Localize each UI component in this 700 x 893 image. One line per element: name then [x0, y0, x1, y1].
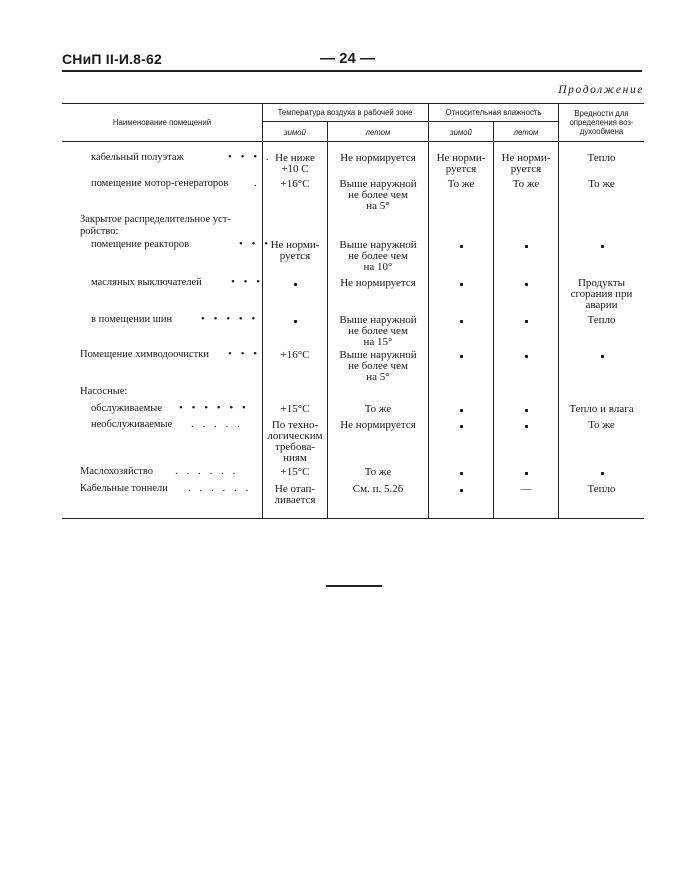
ditto-mark	[294, 320, 297, 323]
cell-tw: +15°С	[280, 466, 310, 478]
leader-dots: .	[254, 177, 260, 189]
cell-tw: ниям	[283, 452, 307, 464]
cell-ts: То же	[364, 403, 392, 415]
ditto-mark	[460, 245, 463, 248]
ditto-mark	[460, 355, 463, 358]
ditto-mark	[460, 425, 463, 428]
row-name: обслуживаемые	[91, 403, 162, 414]
leader-dots: • • •	[239, 238, 272, 250]
cell-h: То же	[588, 419, 615, 431]
cell-ts: на 5°	[366, 200, 390, 212]
column-header-name: Наименование помещений	[112, 118, 212, 127]
cell-tw: +10 С	[281, 163, 309, 175]
ditto-mark	[294, 283, 297, 286]
ditto-mark	[525, 283, 528, 286]
cell-hs: То же	[512, 178, 540, 190]
cell-ts: не более чем	[348, 325, 408, 337]
table-divider	[62, 141, 644, 142]
document-code: СНиП II-И.8-62	[62, 51, 162, 67]
cell-hw: То же	[447, 178, 475, 190]
row-name: кабельный полуэтаж	[91, 152, 184, 163]
ditto-mark	[525, 425, 528, 428]
header-rule	[62, 70, 642, 72]
table-divider	[262, 121, 558, 122]
cell-tw: По техно-	[271, 419, 319, 431]
row-name: ройство:	[80, 226, 119, 237]
cell-tw: требова-	[274, 441, 315, 453]
column-header-harm: Вредности для определения воз- духообмена	[569, 109, 634, 136]
cell-ts: на 10°	[363, 261, 393, 273]
column-header-hum-summer: летом	[513, 128, 539, 137]
row-name: помещение реакторов	[91, 239, 190, 250]
row-name: в помещении шин	[91, 314, 173, 325]
row-name: Маслохозяйство	[80, 466, 153, 477]
cell-ts: Выше наружной	[339, 178, 417, 190]
row-name: помещение мотор-генераторов	[91, 178, 229, 189]
cell-ts: не более чем	[348, 189, 408, 201]
leader-dots: . . . . . .	[175, 465, 239, 477]
cell-tw: +16°С	[280, 349, 310, 361]
cell-ts: на 15°	[363, 336, 393, 348]
cell-ts: Не нормируется	[340, 277, 416, 289]
cell-ts: не более чем	[348, 360, 408, 372]
ditto-mark	[460, 283, 463, 286]
cell-tw: ливается	[274, 494, 316, 506]
cell-hs: руется	[510, 163, 542, 175]
leader-dots: • • • • •	[201, 313, 259, 325]
cell-hw: Не норми-	[436, 152, 486, 164]
cell-ts: Выше наружной	[339, 349, 417, 361]
cell-tw: руется	[279, 250, 311, 262]
cell-h: То же	[588, 178, 615, 190]
row-name: Закрытое распределительное уст-	[80, 214, 231, 225]
leader-dots: • • •	[231, 276, 264, 288]
ditto-mark	[460, 320, 463, 323]
ditto-mark	[525, 355, 528, 358]
cell-tw: +16°С	[280, 178, 310, 190]
cell-tw: Не отап-	[274, 483, 316, 495]
ditto-mark	[601, 355, 604, 358]
cell-hw: руется	[445, 163, 477, 175]
cell-h: Тепло	[587, 314, 616, 326]
cell-ts: См. п. 5.26	[352, 483, 404, 495]
table-divider	[558, 103, 559, 519]
ditto-mark	[460, 409, 463, 412]
leader-dots: • • • • • •	[179, 402, 249, 414]
cell-tw: Не ниже	[275, 152, 315, 164]
cell-ts: Выше наружной	[339, 314, 417, 326]
continuation-label: Продолжение	[558, 84, 644, 96]
cell-hs: Не норми-	[501, 152, 551, 164]
cell-hs: —	[520, 483, 532, 495]
column-header-temp-summer: летом	[365, 128, 391, 137]
column-header-temperature: Температура воздуха в рабочей зоне	[277, 108, 413, 117]
leader-dots: • • • .	[228, 151, 272, 163]
cell-ts: на 5°	[366, 371, 390, 383]
end-rule	[326, 585, 382, 587]
leader-dots: . . . . .	[191, 418, 243, 430]
page-number: — 24 —	[320, 50, 376, 67]
cell-h: Продукты	[577, 277, 626, 289]
ditto-mark	[460, 472, 463, 475]
row-name: Помещение химводоочистки	[80, 349, 209, 360]
cell-tw: +15°С	[280, 403, 310, 415]
cell-h: сгорания при	[570, 288, 633, 300]
cell-h: Тепло	[587, 152, 616, 164]
row-name: масляных выключателей	[91, 277, 202, 288]
row-name: необслуживаемые	[91, 419, 173, 430]
cell-ts: Не нормируется	[340, 152, 416, 164]
cell-h: аварии	[585, 299, 618, 311]
cell-tw: логическим	[267, 430, 323, 442]
ditto-mark	[525, 245, 528, 248]
column-header-humidity: Относительная влажность	[445, 108, 542, 117]
cell-h: Тепло и влага	[569, 403, 634, 415]
leader-dots: • • •	[228, 348, 261, 360]
row-name: Кабельные тоннели	[80, 483, 168, 494]
ditto-mark	[601, 245, 604, 248]
ditto-mark	[601, 472, 604, 475]
cell-ts: Не нормируется	[340, 419, 416, 431]
cell-ts: Выше наружной	[339, 239, 417, 251]
cell-ts: То же	[364, 466, 392, 478]
ditto-mark	[525, 472, 528, 475]
column-header-temp-winter: зимой	[284, 128, 306, 137]
ditto-mark	[460, 489, 463, 492]
ditto-mark	[525, 409, 528, 412]
cell-h: Тепло	[587, 483, 616, 495]
leader-dots: . . . . . .	[188, 482, 252, 494]
cell-ts: не более чем	[348, 250, 408, 262]
ditto-mark	[525, 320, 528, 323]
row-name: Насосные:	[80, 386, 128, 397]
column-header-hum-winter: зимой	[450, 128, 472, 137]
cell-tw: Не норми-	[270, 239, 320, 251]
